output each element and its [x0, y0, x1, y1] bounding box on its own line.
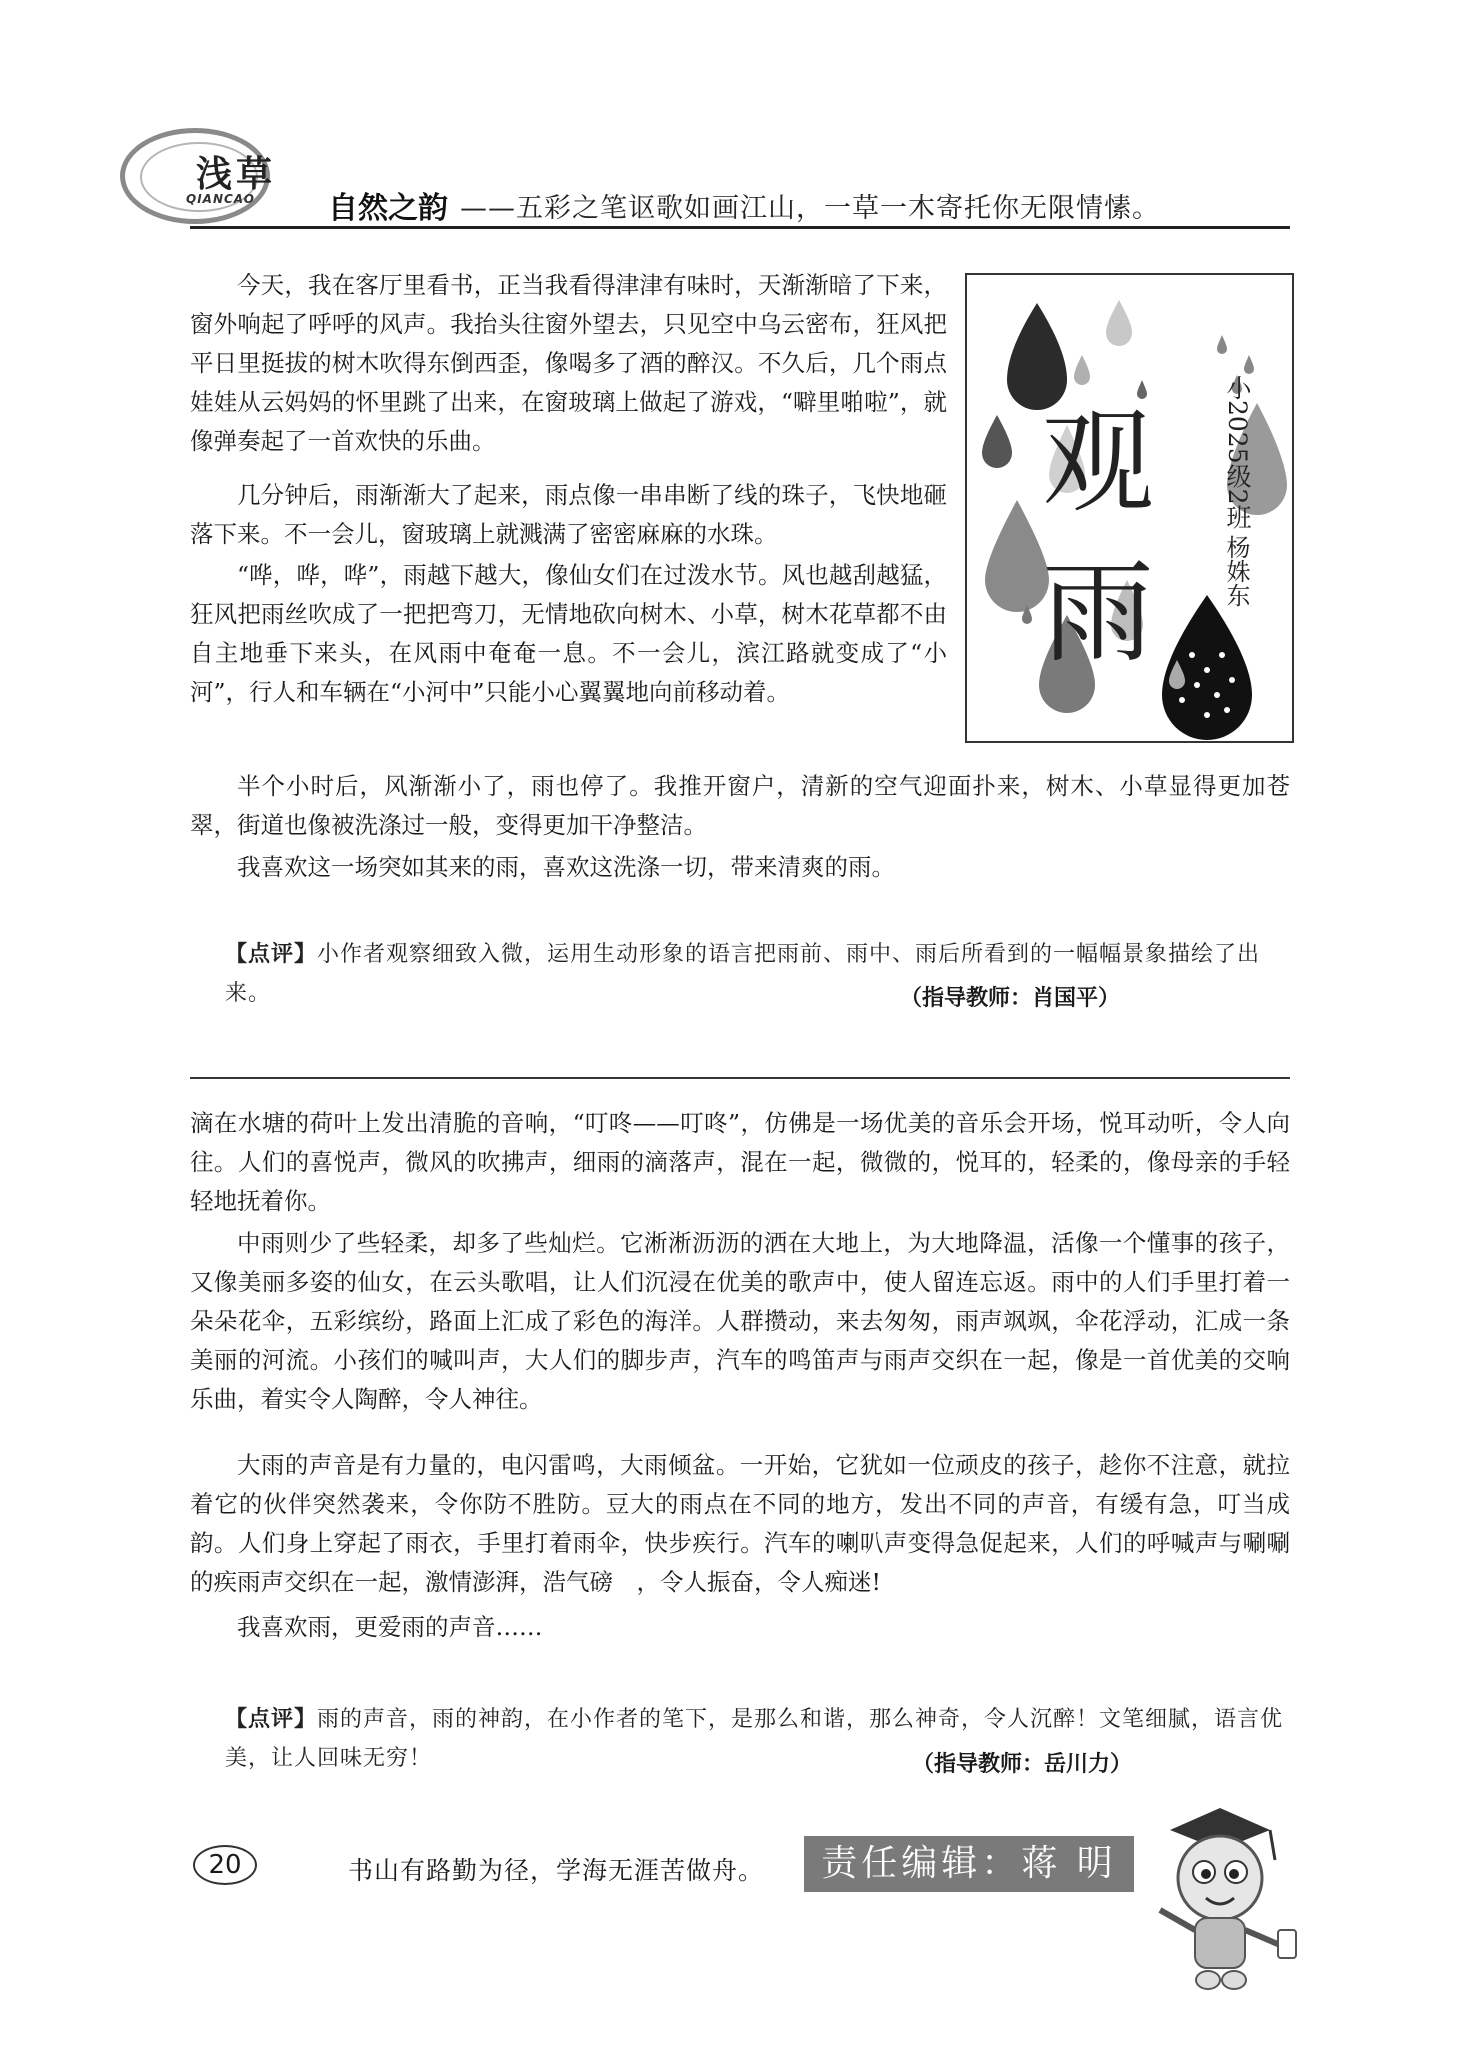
section-divider — [190, 1077, 1290, 1079]
section-title: 自然之韵 — [328, 191, 448, 226]
editor-credit: 责任编辑：蒋 明 — [804, 1836, 1134, 1892]
article2-paragraph-4: 我喜欢雨，更爱雨的声音…… — [237, 1613, 543, 1641]
footer-motto: 书山有路勤为径，学海无涯苦做舟。 — [348, 1856, 765, 1885]
review-1 — [225, 935, 1290, 1013]
magazine-logo: 浅草 — [196, 154, 277, 195]
review-1-text: 小作者观察细致入微，运用生动形象的语言把雨前、雨中、雨后所看到的一幅幅景象描绘了出来。 — [225, 942, 1261, 1006]
article1-paragraph-5: 我喜欢这一场突如其来的雨，喜欢这洗涤一切，带来清爽的雨。 — [237, 853, 895, 881]
article1-paragraph-4: 半个小时后，风渐渐小了，雨也停了。我推开窗户，清新的空气迎面扑来，树木、小草显得更加苍翠，街道也像被洗涤过一般，变得更加干净整洁。 — [190, 772, 1290, 839]
article1-paragraph-1: 今天，我在客厅里看书，正当我看得津津有味时，天渐渐暗了下来，窗外响起了呼呼的风声。我抬头往窗外望去，只见空中乌云密布，狂风把平日里挺拔的树木吹得东倒西歪，像喝多了酒的醉汉。不久后，几个雨点娃娃从云妈妈的怀里跳了出来，在窗玻璃上做起了游戏，“噼里啪啦”，就像弹奏起了一首欢快的乐曲。 — [190, 271, 947, 455]
graduate-mascot-icon — [1140, 1800, 1300, 2010]
review-1-teacher: （指导教师：肖国平） — [900, 986, 1121, 1011]
page-number: 20 — [193, 1845, 257, 1885]
author-class: 小2025级2班 — [1223, 375, 1252, 530]
review-2-text: 雨的声音，雨的神韵，在小作者的笔下，是那么和谐，那么神奇，令人沉醉！文笔细腻，语言优美，让人回味无穷！ — [225, 1707, 1284, 1771]
review-1-tag: 【点评】 — [225, 942, 318, 967]
title-illustration — [965, 273, 1294, 743]
article2-paragraph-1: 滴在水塘的荷叶上发出清脆的音响，“叮咚——叮咚”，仿佛是一场优美的音乐会开场，悦耳动听，令人向往。人们的喜悦声，微风的吹拂声，细雨的滴落声，混在一起，微微的，悦耳的，轻柔的，像母亲的手轻轻地抚着你。 — [190, 1109, 1290, 1215]
article1-paragraph-2: 几分钟后，雨渐渐大了起来，雨点像一串串断了线的珠子，飞快地砸落下来。不一会儿，窗玻璃上就溅满了密密麻麻的水珠。 — [190, 481, 947, 548]
header-rule — [190, 226, 1290, 229]
review-2-teacher: （指导教师：岳川力） — [912, 1752, 1133, 1777]
article2-paragraph-2: 中雨则少了些轻柔，却多了些灿烂。它淅淅沥沥的洒在大地上，为大地降温，活像一个懂事的孩子，又像美丽多姿的仙女，在云头歌唱，让人们沉浸在优美的歌声中，使人留连忘返。雨中的人们手里打着一朵朵花伞，五彩缤纷，路面上汇成了彩色的海洋。人群攒动，来去匆匆，雨声飒飒，伞花浮动，汇成一条美丽的河流。小孩们的喊叫声，大人们的脚步声，汽车的鸣笛声与雨声交织在一起，像是一首优美的交响乐曲，着实令人陶醉，令人神往。 — [190, 1229, 1290, 1413]
review-2-tag: 【点评】 — [225, 1707, 318, 1732]
magazine-logo-subtext: QIANCAO — [186, 192, 255, 206]
title-char-2: 雨 — [1042, 548, 1154, 678]
section-tagline: ——五彩之笔讴歌如画江山，一草一木寄托你无限情愫。 — [460, 193, 1160, 224]
article1-paragraph-3: “哗，哗，哗”，雨越下越大，像仙女们在过泼水节。风也越刮越猛，狂风把雨丝吹成了一把把弯刀，无情地砍向树木、小草，树木花草都不由自主地垂下来头，在风雨中奄奄一息。不一会儿，滨江路就变成了“小河”，行人和车辆在“小河中”只能小心翼翼地向前移动着。 — [190, 561, 947, 706]
article2-paragraph-3: 大雨的声音是有力量的，电闪雷鸣，大雨倾盆。一开始，它犹如一位顽皮的孩子，趁你不注意，就拉着它的伙伴突然袭来，令你防不胜防。豆大的雨点在不同的地方，发出不同的声音，有缓有急，叮当成韵。人们身上穿起了雨衣，手里打着雨伞，快步疾行。汽车的喇叭声变得急促起来，人们的呼喊声与唰唰的疾雨声交织在一起，激情澎湃，浩气磅 ，令人振奋，令人痴迷! — [190, 1451, 1290, 1596]
author-name: 杨姝东 — [1222, 535, 1250, 607]
title-char-1: 观 — [1042, 398, 1154, 528]
